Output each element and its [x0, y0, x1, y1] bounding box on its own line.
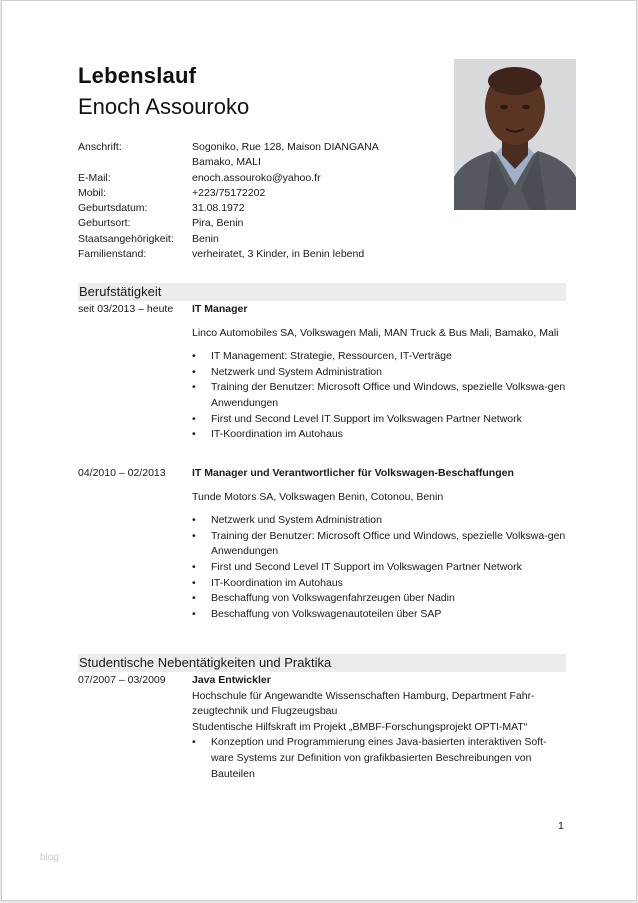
info-label: Mobil:	[78, 186, 107, 199]
email-link[interactable]: enoch.assouroko@yahoo.fr	[192, 171, 321, 184]
list-item-text: First und Second Level IT Support im Volkswagen Partner Network	[211, 412, 522, 425]
person-name: Enoch Assouroko	[78, 94, 250, 119]
bullet-icon: •	[192, 736, 196, 749]
info-row-email	[78, 171, 418, 186]
list-item	[192, 513, 566, 529]
info-value: 31.08.1972	[192, 202, 245, 215]
info-row-address	[78, 140, 418, 155]
info-row-address-line2	[78, 155, 418, 170]
entry-role: IT Manager und Verantwortlicher für Volkswagen-Beschaffungen	[192, 467, 514, 479]
info-label: E-Mail:	[78, 171, 111, 184]
bullet-icon: •	[192, 381, 196, 394]
entry-company: Tunde Motors SA, Volkswagen Benin, Cotonou, Benin	[192, 490, 444, 503]
info-row-birthplace	[78, 216, 418, 231]
work-entry	[78, 466, 566, 622]
student-entry	[78, 673, 566, 782]
entry-company: Linco Automobiles SA, Volkswagen Mali, MAN Truck & Bus Mali, Bamako, Mali	[192, 326, 559, 339]
info-value: Pira, Benin	[192, 217, 244, 230]
info-value: Benin	[192, 232, 219, 245]
list-item	[192, 365, 566, 381]
list-item-text: First und Second Level IT Support im Volkswagen Partner Network	[211, 560, 522, 573]
document-title: Lebenslauf	[78, 63, 197, 88]
bullet-icon: •	[192, 412, 196, 425]
entry-tasks	[192, 349, 566, 443]
entry-date: 04/2010 – 02/2013	[78, 467, 166, 479]
list-item	[192, 607, 566, 623]
list-item	[192, 735, 566, 782]
list-item	[192, 591, 566, 607]
list-item	[192, 349, 566, 365]
list-item	[192, 529, 566, 560]
list-item	[192, 576, 566, 592]
entry-project: Studentische Hilfskraft im Projekt „BMBF-Forschungsprojekt OPTI-MAT“	[192, 720, 528, 733]
list-item-text: Konzeption und Programmierung eines Java-basierten interaktiven Soft-ware Systems zur Definition von grafikbasierten Beschreibungen von Bauteilen	[211, 736, 547, 780]
work-entry	[78, 302, 566, 443]
info-label	[78, 155, 192, 170]
bullet-icon: •	[192, 576, 196, 589]
list-item-text: Training der Benutzer: Microsoft Office und Windows, spezielle Volkswa-gen Anwendungen	[211, 529, 566, 558]
entry-institution: Hochschule für Angewandte Wissenschaften Hamburg, Department Fahr-zeugtechnik und Flugzeugsbau	[192, 689, 535, 718]
info-value: Bamako, MALI	[192, 156, 261, 169]
list-item	[192, 427, 566, 443]
page-number: 1	[558, 820, 564, 832]
list-item	[192, 560, 566, 576]
list-item-text: Training der Benutzer: Microsoft Office und Windows, spezielle Volkswa-gen Anwendungen	[211, 381, 566, 409]
info-label: Geburtsort:	[78, 217, 131, 230]
list-item-text: Netzwerk und System Administration	[211, 365, 382, 378]
bullet-icon: •	[192, 514, 196, 527]
watermark: blog	[40, 852, 59, 863]
bullet-icon: •	[192, 592, 196, 605]
entry-tasks	[192, 513, 566, 622]
list-item	[192, 412, 566, 428]
bullet-icon: •	[192, 607, 196, 620]
list-item-text: Beschaffung von Volkswagenfahrzeugen über Nadin	[211, 592, 455, 605]
entry-date: seit 03/2013 – heute	[78, 303, 174, 315]
info-row-birthdate	[78, 201, 418, 216]
info-row-nationality	[78, 232, 418, 247]
info-label: Geburtsdatum:	[78, 202, 148, 215]
info-label: Familienstand:	[78, 248, 147, 261]
list-item-text: IT-Koordination im Autohaus	[211, 576, 343, 589]
info-value: +223/75172202	[192, 186, 266, 199]
section-heading-work: Berufstätigkeit	[78, 283, 566, 301]
list-item	[192, 380, 566, 411]
section-heading-student-jobs: Studentische Nebentätigkeiten und Praktika	[78, 654, 566, 672]
info-label: Staatsangehörigkeit:	[78, 232, 174, 245]
list-item-text: IT-Koordination im Autohaus	[211, 428, 343, 441]
entry-role: IT Manager	[192, 303, 248, 315]
bullet-icon: •	[192, 529, 196, 542]
bullet-icon: •	[192, 350, 196, 363]
entry-date: 07/2007 – 03/2009	[78, 674, 166, 686]
list-item-text: IT Management: Strategie, Ressourcen, IT-Verträge	[211, 350, 452, 363]
list-item-text: Netzwerk und System Administration	[211, 514, 382, 527]
bullet-icon: •	[192, 428, 196, 441]
personal-info	[78, 140, 418, 262]
info-row-marital	[78, 247, 418, 262]
bullet-icon: •	[192, 365, 196, 378]
info-value: Sogoniko, Rue 128, Maison DIANGANA	[192, 141, 379, 153]
info-row-mobile	[78, 186, 418, 201]
entry-role: Java Entwickler	[192, 674, 271, 686]
info-label: Anschrift:	[78, 141, 122, 153]
entry-tasks	[192, 735, 566, 782]
info-value: verheiratet, 3 Kinder, in Benin lebend	[192, 248, 365, 261]
list-item-text: Beschaffung von Volkswagenautoteilen über SAP	[211, 607, 442, 620]
bullet-icon: •	[192, 560, 196, 573]
portrait-photo	[454, 59, 576, 210]
cv-page	[1, 0, 637, 901]
